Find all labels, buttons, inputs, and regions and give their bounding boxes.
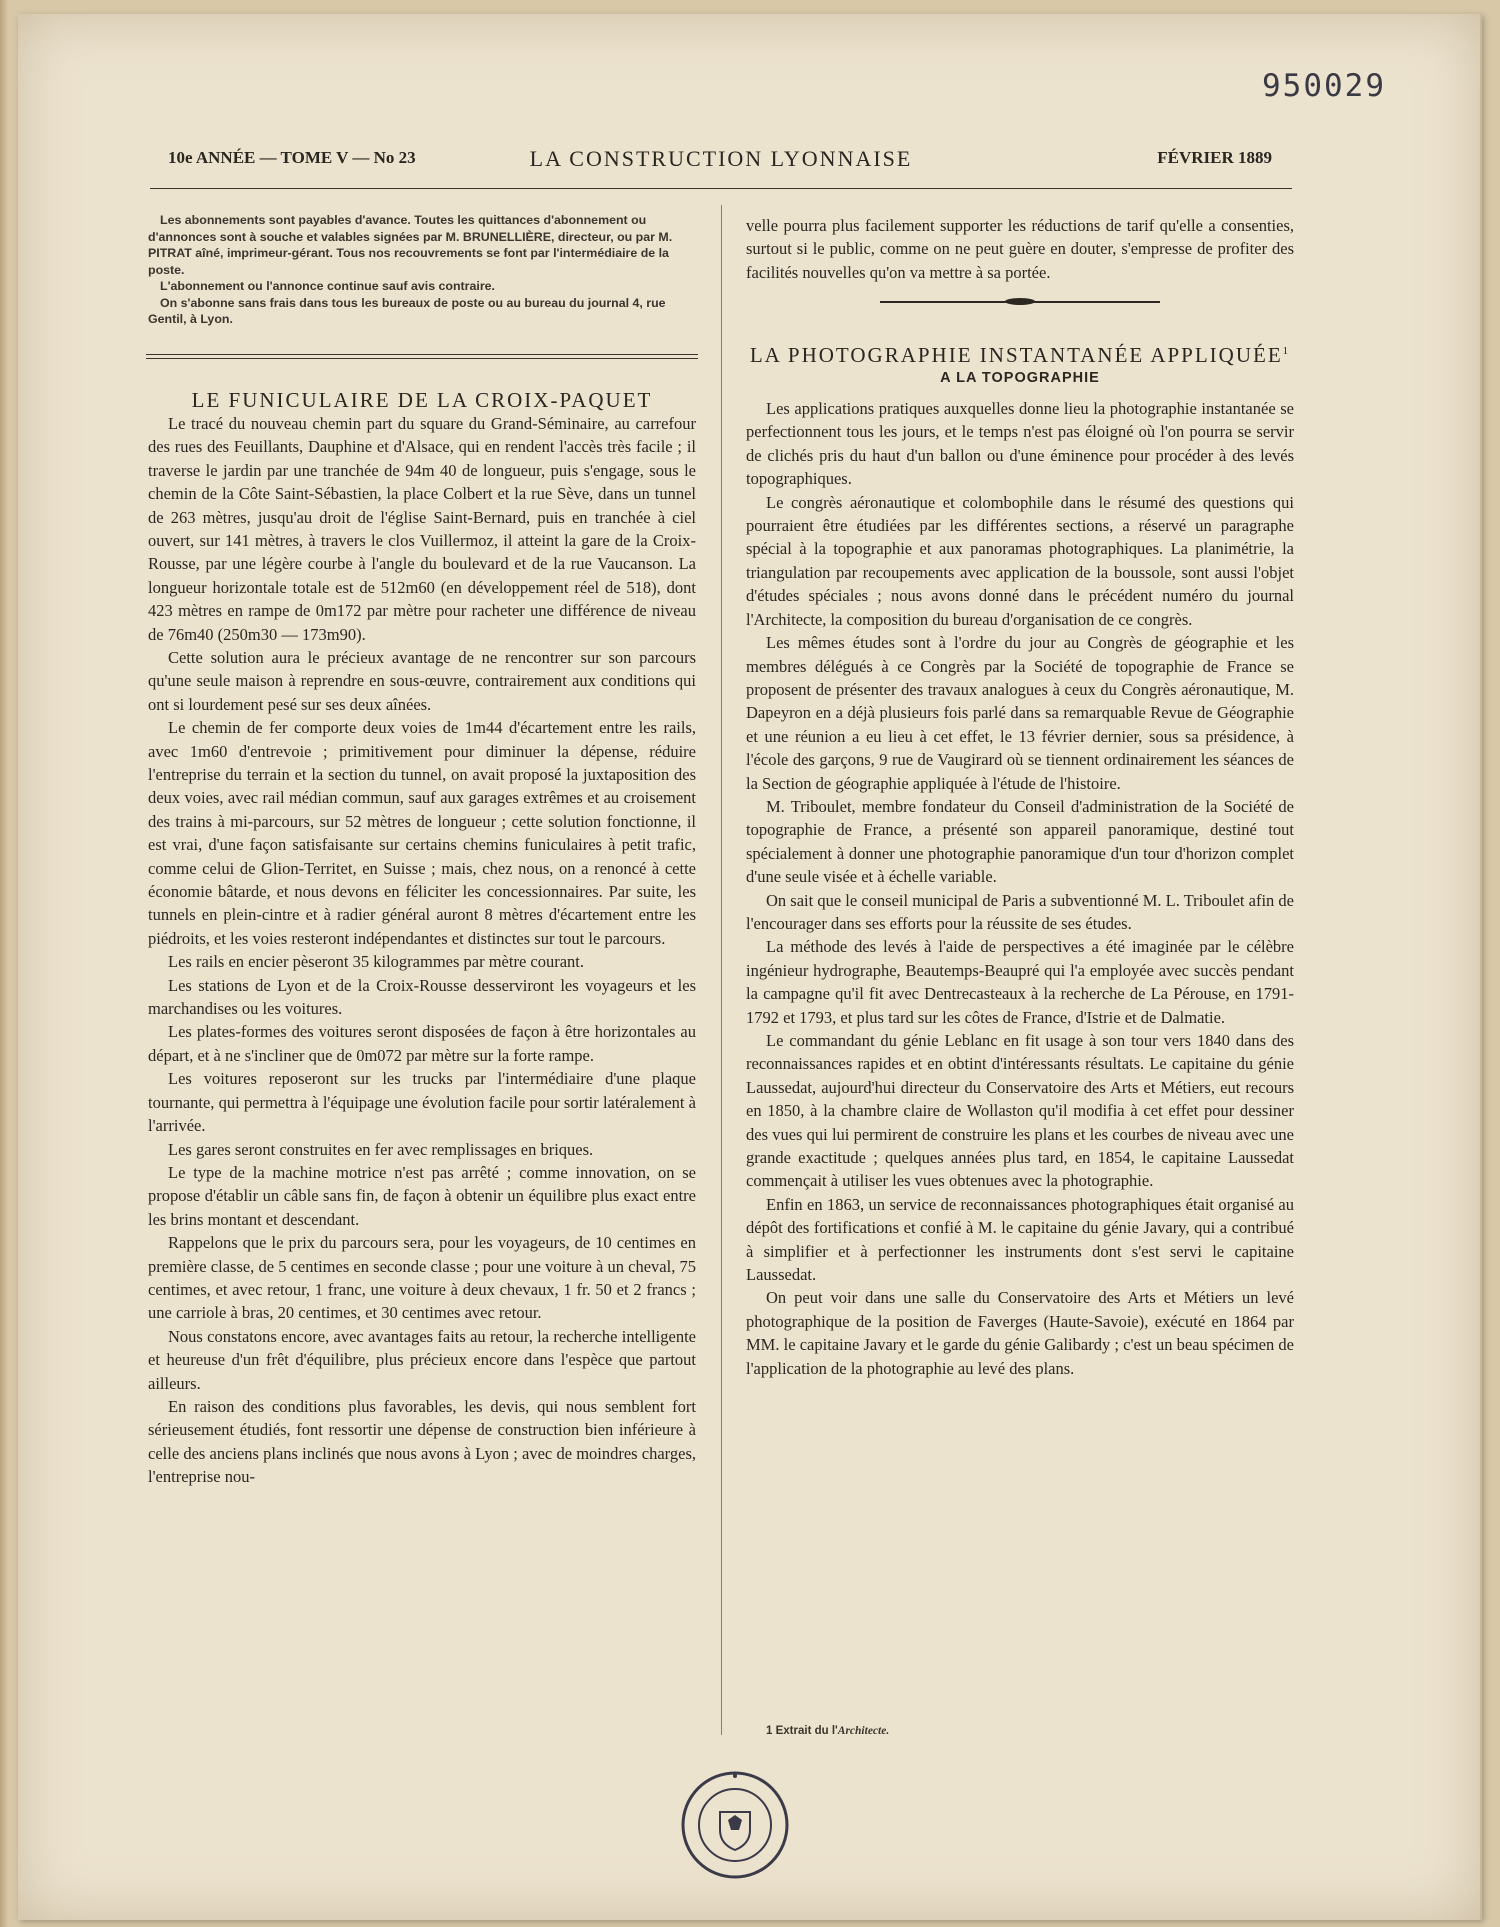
article-paragraph: On sait que le conseil municipal de Paris a subventionné M. L. Triboulet afin de l'encourager dans ses efforts pour la réussite de ses études.: [746, 890, 1294, 933]
article-paragraph: Le chemin de fer comporte deux voies de 1m44 d'écartement entre les rails, avec 1m60 d'entrevoie ; primitivement pour diminuer la dépense, réduire l'entreprise du terrain et la section du tunnel, on avait proposé la juxtaposition des deux voies, avec rail médian commun, sauf aux garages extrêmes et au croisement des trains à mi-parcours, sur 52 mètres de longueur ; cette solution fonctionne, il est vrai, d'une façon satisfaisante sur certains chemins funiculaires à petit trafic, comme celui de Glion-Territet, en Suisse ; mais, chez nous, on a renoncé à cette économie bâtarde, et nous devons en féliciter les concessionnaires. Par suite, les tunnels en plein-cintre et à radier général auront 8 mètres d'écartement entre les piédroits, et les voies resteront indépendantes et distinctes sur tout le parcours.: [148, 718, 696, 948]
article-paragraph: Enfin en 1863, un service de reconnaissances photographiques était organisé au dépôt des fortifications et confié à M. le capitaine du génie Javary, qui a contribué à simplifier et à perfectionner les instruments dont s'est servi le capitaine Laussedat.: [746, 1194, 1294, 1285]
article-paragraph: Nous constatons encore, avec avantages faits au retour, la recherche intelligente et heureuse d'un frêt d'équilibre, plus précieux encore dans l'espèce que partout ailleurs.: [148, 1326, 696, 1393]
article-separator: [880, 298, 1160, 306]
issue-date: FÉVRIER 1889: [1157, 148, 1272, 167]
page-edge: [0, 0, 8, 1927]
article-paragraph: On peut voir dans une salle du Conservatoire des Arts et Métiers un levé photographique de la position de Faverges (Haute-Savoie), exécuté en 1864 par MM. le capitaine Javary et le garde du génie Galibardy ; c'est un beau spécimen de l'application de la photographie au levé des plans.: [746, 1288, 1294, 1378]
double-rule: [146, 354, 698, 359]
article-paragraph: Cette solution aura le précieux avantage de ne rencontrer sur son parcours qu'une seule maison à reprendre en sous-œuvre, contrairement aux conditions qui ont si lourdement pesé sur ses deux aînées.: [148, 647, 696, 714]
journal-title: LA CONSTRUCTION LYONNAISE: [529, 146, 913, 171]
article-subtitle: A LA TOPOGRAPHIE: [940, 369, 1100, 386]
article-continuation: velle pourra plus facilement supporter les réductions de tarif qu'elle a consenties, surtout si le public, comme on ne peut guère en douter, s'empresse de profiter des facilités nouvelles qu'on va mettre à sa portée.: [746, 216, 1294, 282]
article-paragraph: M. Triboulet, membre fondateur du Conseil d'administration de la Société de topographie de France, a présenté son appareil panoramique, destiné tout spécialement à donner une photographie panoramique d'un tour d'horizon complet d'une seule visée et à échelle variable.: [746, 796, 1294, 887]
article-paragraph: Le congrès aéronautique et colombophile dans le résumé des questions qui pourraient être étudiées par les différentes sections, a réservé un paragraphe spécial à la topographie et aux panoramas photographiques. La planimétrie, la triangulation par recoupements avec application de la boussole, sont aussi l'objet d'études spéciales ; nous avons donné dans le précédent numéro du journal l'Architecte, la composition du bureau d'organisation de ce congrès.: [746, 492, 1294, 629]
subscription-notice: [148, 212, 696, 328]
article-paragraph: En raison des conditions plus favorables, les devis, qui nous semblent fort sérieusement étudiés, font ressortir une dépense de construction bien inférieure à celle des anciens plans inclinés que nous avons à Lyon ; avec de moindres charges, l'entreprise nou-: [148, 1396, 696, 1487]
notice-paragraph: Les abonnements sont payables d'avance. Toutes les quittances d'abonnement ou d'annonces sont à souche et valables signées par M. BRUNELLIÈRE, directeur, ou par M. PITRAT aîné, imprimeur-gérant. Tous nos recouvrements se font par l'intermédiaire de la poste.: [148, 213, 673, 277]
left-column: [148, 212, 696, 1489]
notice-paragraph: L'abonnement ou l'annonce continue sauf avis contraire.: [160, 279, 495, 293]
footnote-text: Extrait du l': [775, 1725, 838, 1737]
article-paragraph: Les mêmes études sont à l'ordre du jour au Congrès de géographie et les membres délégués à ce Congrès par la Société de topographie de France se proposent de présenter des travaux analogues à ceux du Congrès aéronautique, M. Dapeyron en a déjà plusieurs fois parlé dans sa remarquable Revue de Géographie et une réunion a eu lieu à cet effet, le 13 février dernier, sous sa présidence, à l'école des garçons, 9 rue de Vaugirard où se tiennent ordinairement les séances de la Section de géographie appliquée à l'étude de l'histoire.: [746, 633, 1294, 793]
footnote: [766, 1725, 889, 1737]
article-paragraph: Les stations de Lyon et de la Croix-Rousse desserviront les voyageurs et les marchandises ou les voitures.: [148, 975, 696, 1019]
article-paragraph: Les rails en encier pèseront 35 kilogrammes par mètre courant.: [168, 952, 585, 972]
article-paragraph: Rappelons que le prix du parcours sera, pour les voyageurs, de 10 centimes en première classe, de 5 centimes en seconde classe ; pour une voiture à un cheval, 75 centimes, et avec retour, 1 franc, une voiture à deux chevaux, 1 fr. 50 et 2 francs ; une carriole à bras, 20 centimes, et 30 centimes avec retour.: [148, 1233, 696, 1323]
article-paragraph: Les applications pratiques auxquelles donne lieu la photographie instantanée se perfectionnent tous les jours, et le temps n'est pas éloigné où l'on pourra se servir de clichés pris du haut d'un ballon ou d'une éminence pour procéder à des levés topographiques.: [746, 399, 1294, 489]
catalog-number: 950029: [1262, 68, 1386, 104]
footnote-number: 1: [766, 1725, 773, 1737]
article-paragraph: Le tracé du nouveau chemin part du square du Grand-Séminaire, au carrefour des rues des Feuillants, Dauphine et d'Alsace, qui en rendent l'accès très facile ; il traverse le jardin par une tranchée de 94m 40 de longueur, puis s'engage, sous le chemin de la Côte Saint-Sébastien, la place Colbert et la rue Sève, dans un tunnel de 263 mètres, jusqu'au droit de l'église Saint-Bernard, puis en tranchée à ciel ouvert, sur 141 mètres, à travers le clos Vuillermoz, il atteint la gare de la Croix-Rousse, par une légère courbe à l'angle du boulevard et de la rue Vaucanson. La longueur horizontale totale est de 512m60 (en développement réel de 518), dont 423 mètres en rampe de 0m172 par mètre pour racheter une différence de niveau de 76m40 (250m30 — 173m90).: [148, 413, 696, 644]
notice-paragraph: On s'abonne sans frais dans tous les bureaux de poste ou au bureau du journal 4, rue Gentil, à Lyon.: [148, 295, 666, 326]
article-paragraph: La méthode des levés à l'aide de perspectives a été imaginée par le célèbre ingénieur hydrographe, Beautemps-Beaupré qui l'a employée avec succès pendant la campagne qu'il fit avec Dentrecasteaux à la recherche de La Pérouse, en 1791-1792 et 1793, et plus tard sur les côtes de France, d'Istrie et de Dalmatie.: [746, 937, 1294, 1027]
masthead: [150, 148, 1292, 189]
issue-info: 10e ANNÉE — TOME V — No 23: [168, 148, 416, 167]
article-paragraph: Les plates-formes des voitures seront disposées de façon à être horizontales au départ, et à ne s'incliner que de 0m072 par mètre sur la forte rampe.: [148, 1022, 696, 1065]
library-stamp-icon: [680, 1770, 790, 1880]
footnote-mark: 1: [1282, 345, 1291, 358]
article-paragraph: Le type de la machine motrice n'est pas arrêté ; comme innovation, on se propose d'établir un câble sans fin, de façon à obtenir un équilibre plus exact entre les brins montant et descendant.: [148, 1162, 696, 1229]
footnote-source: Architecte.: [837, 1725, 890, 1737]
right-column: [746, 214, 1294, 1380]
article-paragraph: Les gares seront construites en fer avec remplissages en briques.: [168, 1139, 594, 1159]
article-paragraph: Le commandant du génie Leblanc en fit usage à son tour vers 1840 dans des reconnaissances rapides et en obtint d'intéressants résultats. Le capitaine du génie Laussedat, aujourd'hui directeur du Conservatoire des Arts et Métiers, eut recours en 1850, à la chambre claire de Wollaston qu'il modifia à cet effet pour dessiner des vues qui lui permirent de construire les plans et les courbes de niveau avec une grande exactitude ; quelques années plus tard, en 1854, le capitaine Laussedat commençait à utiliser les vues obtenues avec la photographie.: [746, 1031, 1294, 1191]
article-title-photographie: [746, 340, 1294, 367]
column-divider: [721, 205, 722, 1735]
article-title-text: LA PHOTOGRAPHIE INSTANTANÉE APPLIQUÉE: [749, 343, 1283, 368]
article-title-funiculaire: LE FUNICULAIRE DE LA CROIX-PAQUET: [191, 387, 653, 412]
article-paragraph: Les voitures reposeront sur les trucks par l'intermédiaire d'une plaque tournante, qui permettra à l'équipage une évolution facile pour sortir latéralement à l'arrivée.: [148, 1069, 696, 1136]
